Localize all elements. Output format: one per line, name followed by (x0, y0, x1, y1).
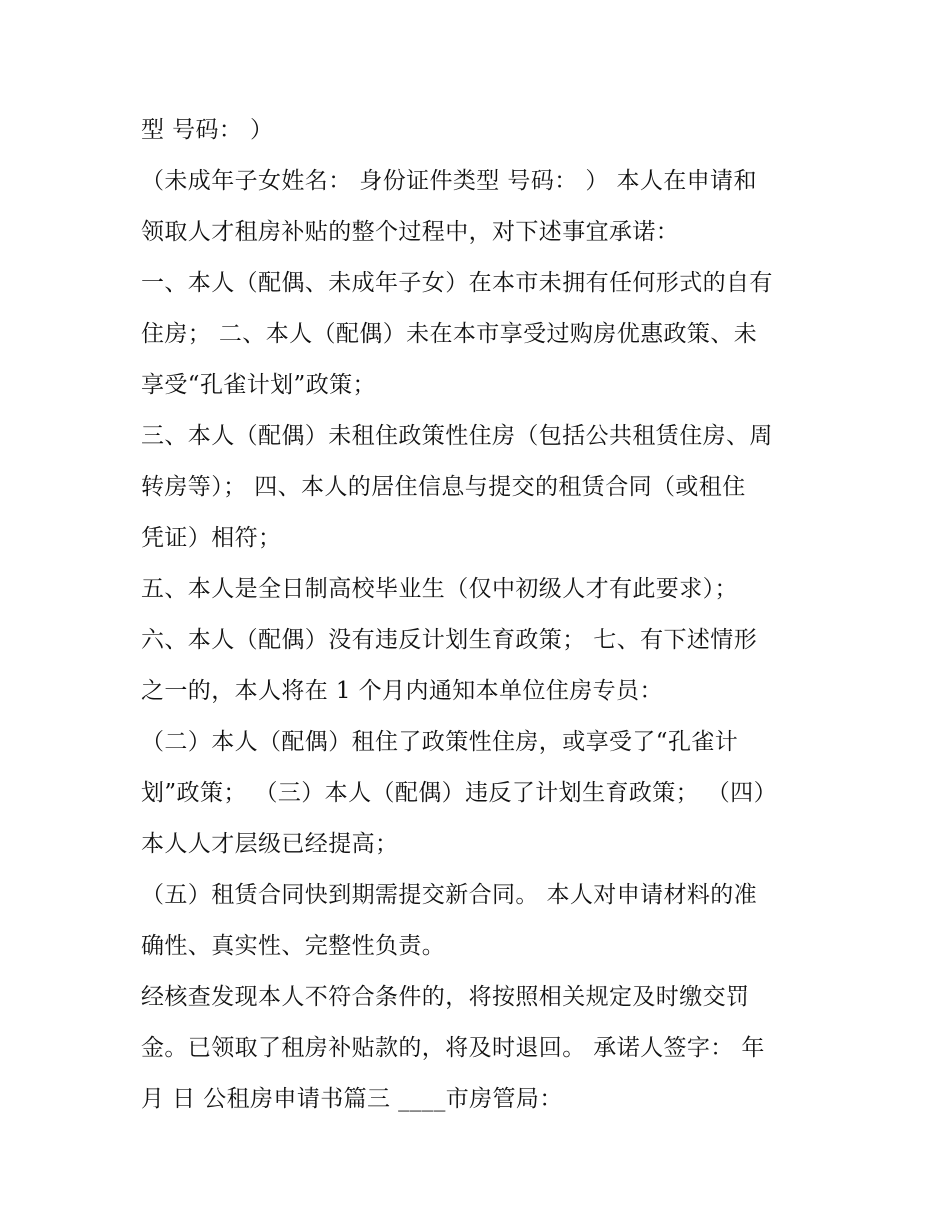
text-line: 三、本人（配偶）未租住政策性住房（包括公共租赁住房、周 (141, 423, 773, 449)
text-line: 凭证）相符； (141, 525, 282, 551)
text-line: 确性、真实性、完整性负责。 (141, 933, 446, 959)
text-line: 月 日 公租房申请书篇三 ____市房管局： (141, 1086, 563, 1112)
text-line: 本人人才层级已经提高； (141, 831, 399, 857)
text-line: 一、本人（配偶、未成年子女）在本市未拥有任何形式的自有 (141, 270, 773, 296)
text-line: 划”政策； （三）本人（配偶）违反了计划生育政策； （四） (141, 780, 777, 806)
text-line: （五）租赁合同快到期需提交新合同。 本人对申请材料的准 (141, 882, 758, 908)
text-line: 转房等）； 四、本人的居住信息与提交的租赁合同（或租住 (141, 474, 746, 500)
text-line: （二）本人（配偶）租住了政策性住房，或享受了“孔雀计 (141, 729, 739, 755)
text-line: 六、本人（配偶）没有违反计划生育政策； 七、有下述情形 (141, 627, 758, 653)
text-line: 型 号码： ） (141, 117, 274, 143)
text-line: 住房； 二、本人（配偶）未在本市享受过购房优惠政策、未 (141, 321, 758, 347)
text-line: 之一的，本人将在 1 个月内通知本单位住房专员： (141, 678, 663, 704)
text-line: 五、本人是全日制高校毕业生（仅中初级人才有此要求）； (141, 576, 738, 602)
text-line: 领取人才租房补贴的整个过程中，对下述事宜承诺： (141, 219, 680, 245)
text-line: （未成年子女姓名： 身份证件类型 号码： ） 本人在申请和 (141, 168, 757, 194)
text-line: 金。已领取了租房补贴款的，将及时退回。 承诺人签字： 年 (141, 1035, 765, 1061)
document-body (141, 108, 821, 1128)
text-line: 享受“孔雀计划”政策； (141, 372, 376, 398)
text-line: 经核查发现本人不符合条件的，将按照相关规定及时缴交罚 (141, 984, 750, 1010)
